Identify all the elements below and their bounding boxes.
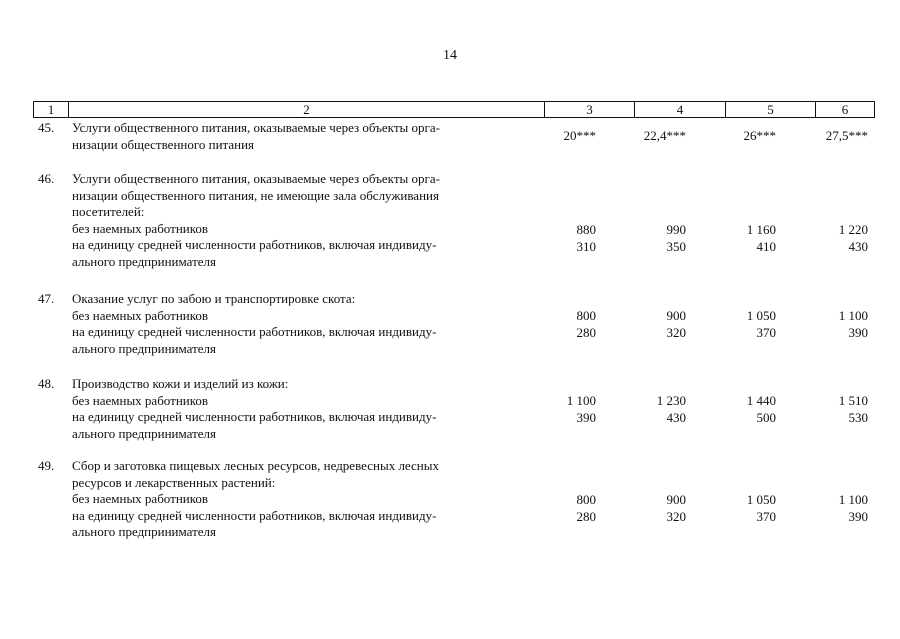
value-col-4: 990 [666, 222, 686, 237]
description-line: Услуги общественного питания, оказываемые через объекты орга- [72, 171, 440, 186]
row-description [72, 376, 502, 442]
value-col-5: 500 [756, 410, 776, 425]
page-number: 14 [443, 48, 457, 63]
row-description [72, 120, 502, 153]
description-line: на единицу средней численности работников, включая индивиду- [72, 507, 437, 523]
description-line: ального предпринимателя [72, 340, 217, 356]
header-col-6: 6 [841, 102, 849, 117]
value-col-5: 1 050 [746, 492, 776, 507]
value-col-6: 530 [848, 410, 868, 425]
value-col-6: 430 [848, 239, 868, 254]
value-col-3: 280 [576, 509, 596, 524]
value-col-3: 800 [576, 492, 596, 507]
header-col-1: 1 [34, 102, 69, 117]
header-col-5: 5 [726, 102, 816, 117]
description-line: низации общественного питания, не имеющие зала обслуживания [72, 187, 439, 203]
value-col-4: 900 [666, 308, 686, 323]
value-col-5: 410 [756, 239, 776, 254]
description-line: ресурсов и лекарственных растений: [72, 474, 276, 490]
value-col-5: 1 050 [746, 308, 776, 323]
description-line: Оказание услуг по забою и транспортировке скота: [72, 291, 356, 306]
description-line: ального предпринимателя [72, 253, 217, 269]
row-number: 45. [38, 120, 55, 135]
value-col-3: 390 [576, 410, 596, 425]
value-col-6: 390 [848, 325, 868, 340]
value-col-4: 320 [666, 325, 686, 340]
value-col-6: 1 220 [838, 222, 868, 237]
row-description [72, 291, 502, 357]
description-line: низации общественного питания [72, 136, 255, 152]
header-col-2: 2 [69, 102, 545, 117]
value-col-3: 310 [576, 239, 596, 254]
value-col-5: 1 160 [746, 222, 776, 237]
description-line: без наемных работников [72, 491, 209, 506]
value-col-6: 27,5*** [825, 128, 868, 143]
row-description [72, 171, 502, 270]
row-number: 48. [38, 376, 55, 391]
value-col-6: 1 100 [838, 308, 868, 323]
description-line: на единицу средней численности работников, включая индивиду- [72, 324, 437, 339]
description-line: на единицу средней численности работников, включая индивиду- [72, 409, 437, 424]
description-line: Производство кожи и изделий из кожи: [72, 376, 289, 391]
description-line: на единицу средней численности работников, включая индивиду- [72, 237, 437, 252]
value-col-3: 880 [576, 222, 596, 237]
value-col-5: 370 [756, 325, 776, 340]
description-line: без наемных работников [72, 307, 209, 323]
value-col-5: 1 440 [746, 393, 776, 408]
row-number: 47. [38, 291, 55, 306]
row-number: 49. [38, 458, 55, 473]
value-col-4: 350 [666, 239, 686, 254]
value-col-4: 1 230 [656, 393, 686, 408]
value-col-3: 20*** [563, 128, 596, 143]
header-col-3: 3 [545, 102, 635, 117]
value-col-5: 370 [756, 509, 776, 524]
value-col-6: 390 [848, 509, 868, 524]
value-col-3: 1 100 [566, 393, 596, 408]
description-line: ального предпринимателя [72, 524, 217, 539]
description-line: без наемных работников [72, 220, 209, 236]
value-col-6: 1 100 [838, 492, 868, 507]
description-line: ального предпринимателя [72, 425, 217, 441]
value-col-5: 26*** [743, 128, 776, 143]
row-description [72, 458, 502, 541]
value-col-3: 280 [576, 325, 596, 340]
value-col-3: 800 [576, 308, 596, 323]
value-col-4: 22,4*** [643, 128, 686, 143]
value-col-4: 900 [666, 492, 686, 507]
description-line: Сбор и заготовка пищевых лесных ресурсов, недревесных лесных [72, 458, 439, 473]
value-col-4: 430 [666, 410, 686, 425]
table-header [33, 101, 875, 118]
description-line: посетителей: [72, 204, 145, 219]
value-col-6: 1 510 [838, 393, 868, 408]
description-line: без наемных работников [72, 392, 209, 408]
header-col-4: 4 [635, 102, 726, 117]
description-line: Услуги общественного питания, оказываемые через объекты орга- [72, 120, 440, 135]
value-col-4: 320 [666, 509, 686, 524]
row-number: 46. [38, 171, 55, 186]
